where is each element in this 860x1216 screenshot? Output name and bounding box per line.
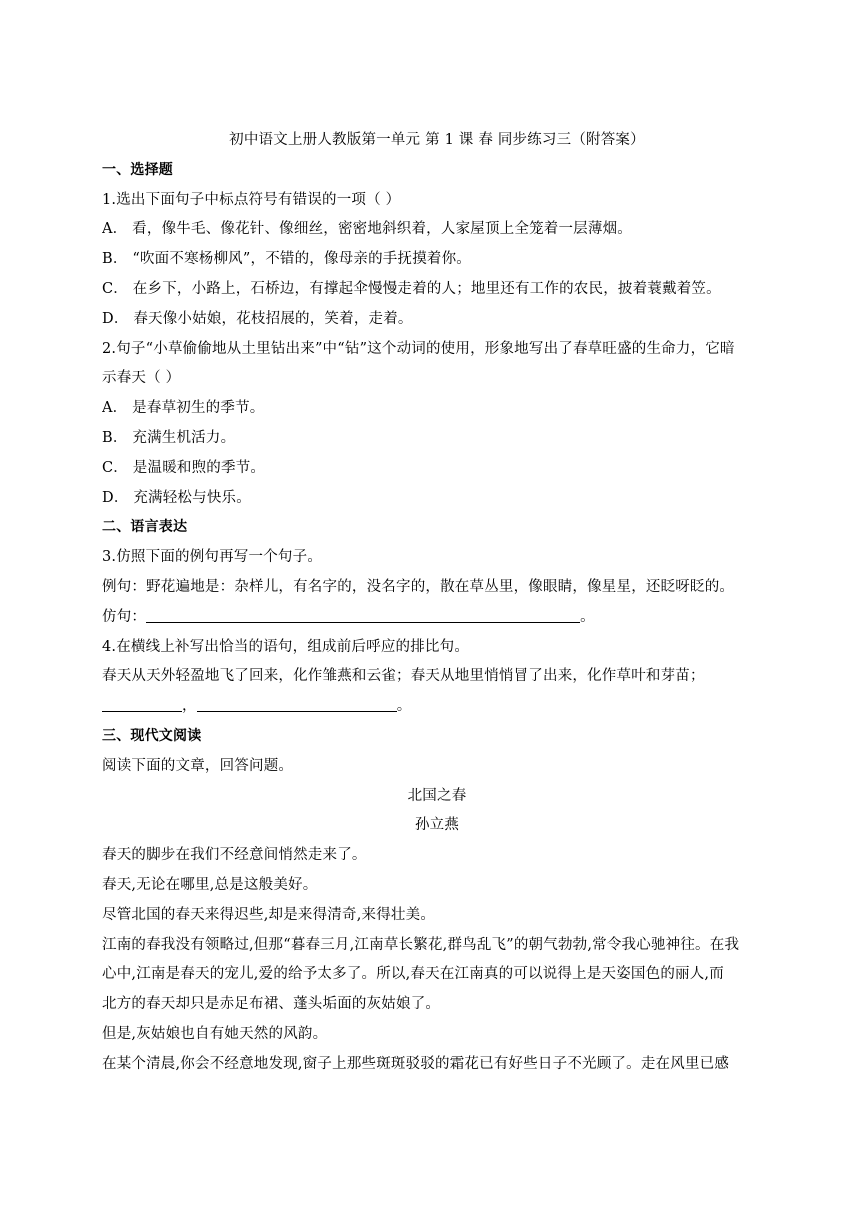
section-heading-reading: 三、现代文阅读 [102, 727, 202, 744]
question-3-stem: 3.仿照下面的例句再写一个句子。 [102, 549, 323, 566]
question-1-option-c: C． 在乡下，小路上，石桥边，有撑起伞慢慢走着的人；地里还有工作的农民，披着蓑戴着笠。 [102, 280, 721, 297]
answer-prefix: 仿句： [102, 608, 147, 625]
article-paragraph-4-line-2: 心中,江南是春天的宠儿,爱的给予太多了。所以,春天在江南真的可以说得上是天姿国色的丽人,而 [102, 966, 724, 983]
section-heading-choice: 一、选择题 [102, 161, 173, 178]
answer-blank[interactable] [146, 606, 580, 623]
article-paragraph-2: 春天,无论在哪里,总是这般美好。 [102, 876, 318, 893]
article-paragraph-3: 尽管北国的春天来得迟些,却是来得清奇,来得壮美。 [102, 906, 436, 923]
question-1-option-d: D． 春天像小姑娘，花枝招展的，笑着，走着。 [102, 310, 413, 327]
question-2-option-a: A． 是春草初生的季节。 [102, 400, 265, 417]
article-paragraph-5: 但是,灰姑娘也自有她天然的风韵。 [102, 1025, 328, 1042]
question-2-option-c: C． 是温暖和煦的季节。 [102, 459, 266, 476]
document-title: 初中语文上册人教版第一单元 第 1 课 春 同步练习三（附答案） [229, 132, 645, 148]
answer-suffix: 。 [580, 608, 595, 625]
question-4-answer-line [102, 692, 772, 722]
article-title: 北国之春 [407, 787, 467, 804]
question-2-option-b: B． 充满生机活力。 [102, 429, 236, 446]
answer-blank-2[interactable] [197, 695, 397, 712]
article-paragraph-4-line-3: 北方的春天却只是赤足布裙、蓬头垢面的灰姑娘了。 [102, 996, 441, 1013]
question-2-option-d: D． 充满轻松与快乐。 [102, 489, 251, 506]
question-4-sentence: 春天从天外轻盈地飞了回来，化作雏燕和云雀；春天从地里悄悄冒了出来，化作草叶和芽苗； [102, 668, 705, 685]
question-3-example: 例句：野花遍地是：杂样儿，有名字的，没名字的，散在草丛里，像眼睛，像星星，还眨呀眨的。 [102, 578, 735, 595]
question-1-option-a: A． 看，像牛毛、像花针、像细丝，密密地斜织着，人家屋顶上全笼着一层薄烟。 [102, 221, 632, 238]
document-page [102, 126, 772, 1080]
question-2-stem-line-1: 2.句子“小草偷偷地从土里钻出来”中“钻”这个动词的使用，形象地写出了春草旺盛的生命力，它暗 [102, 340, 735, 357]
article-paragraph-1: 春天的脚步在我们不经意间悄然走来了。 [102, 847, 367, 864]
article-author: 孙立燕 [414, 817, 460, 834]
question-1-stem: 1.选出下面句子中标点符号有错误的一项（ ） [102, 191, 401, 208]
article-paragraph-4-line-1: 江南的春我没有领略过,但那“暮春三月,江南草长繁花,群鸟乱飞”的朝气勃勃,常令我心驰神往。在我 [102, 936, 740, 953]
question-2-stem-line-2: 示春天（ ） [102, 370, 181, 387]
section-heading-expression: 二、语言表达 [102, 519, 188, 536]
answer-comma: ， [182, 698, 197, 715]
answer-end: 。 [396, 698, 412, 715]
question-3-answer-line [102, 603, 772, 633]
question-4-stem: 4.在横线上补写出恰当的语句，组成前后呼应的排比句。 [102, 638, 470, 655]
question-1-option-b: B． “吹面不寒杨柳风”，不错的，像母亲的手抚摸着你。 [102, 251, 471, 268]
reading-instruction: 阅读下面的文章，回答问题。 [102, 757, 294, 774]
article-paragraph-6-line-1: 在某个清晨,你会不经意地发现,窗子上那些斑斑驳驳的霜花已有好些日子不光顾了。走在风里已感 [102, 1055, 730, 1072]
answer-blank-1[interactable] [102, 695, 182, 712]
